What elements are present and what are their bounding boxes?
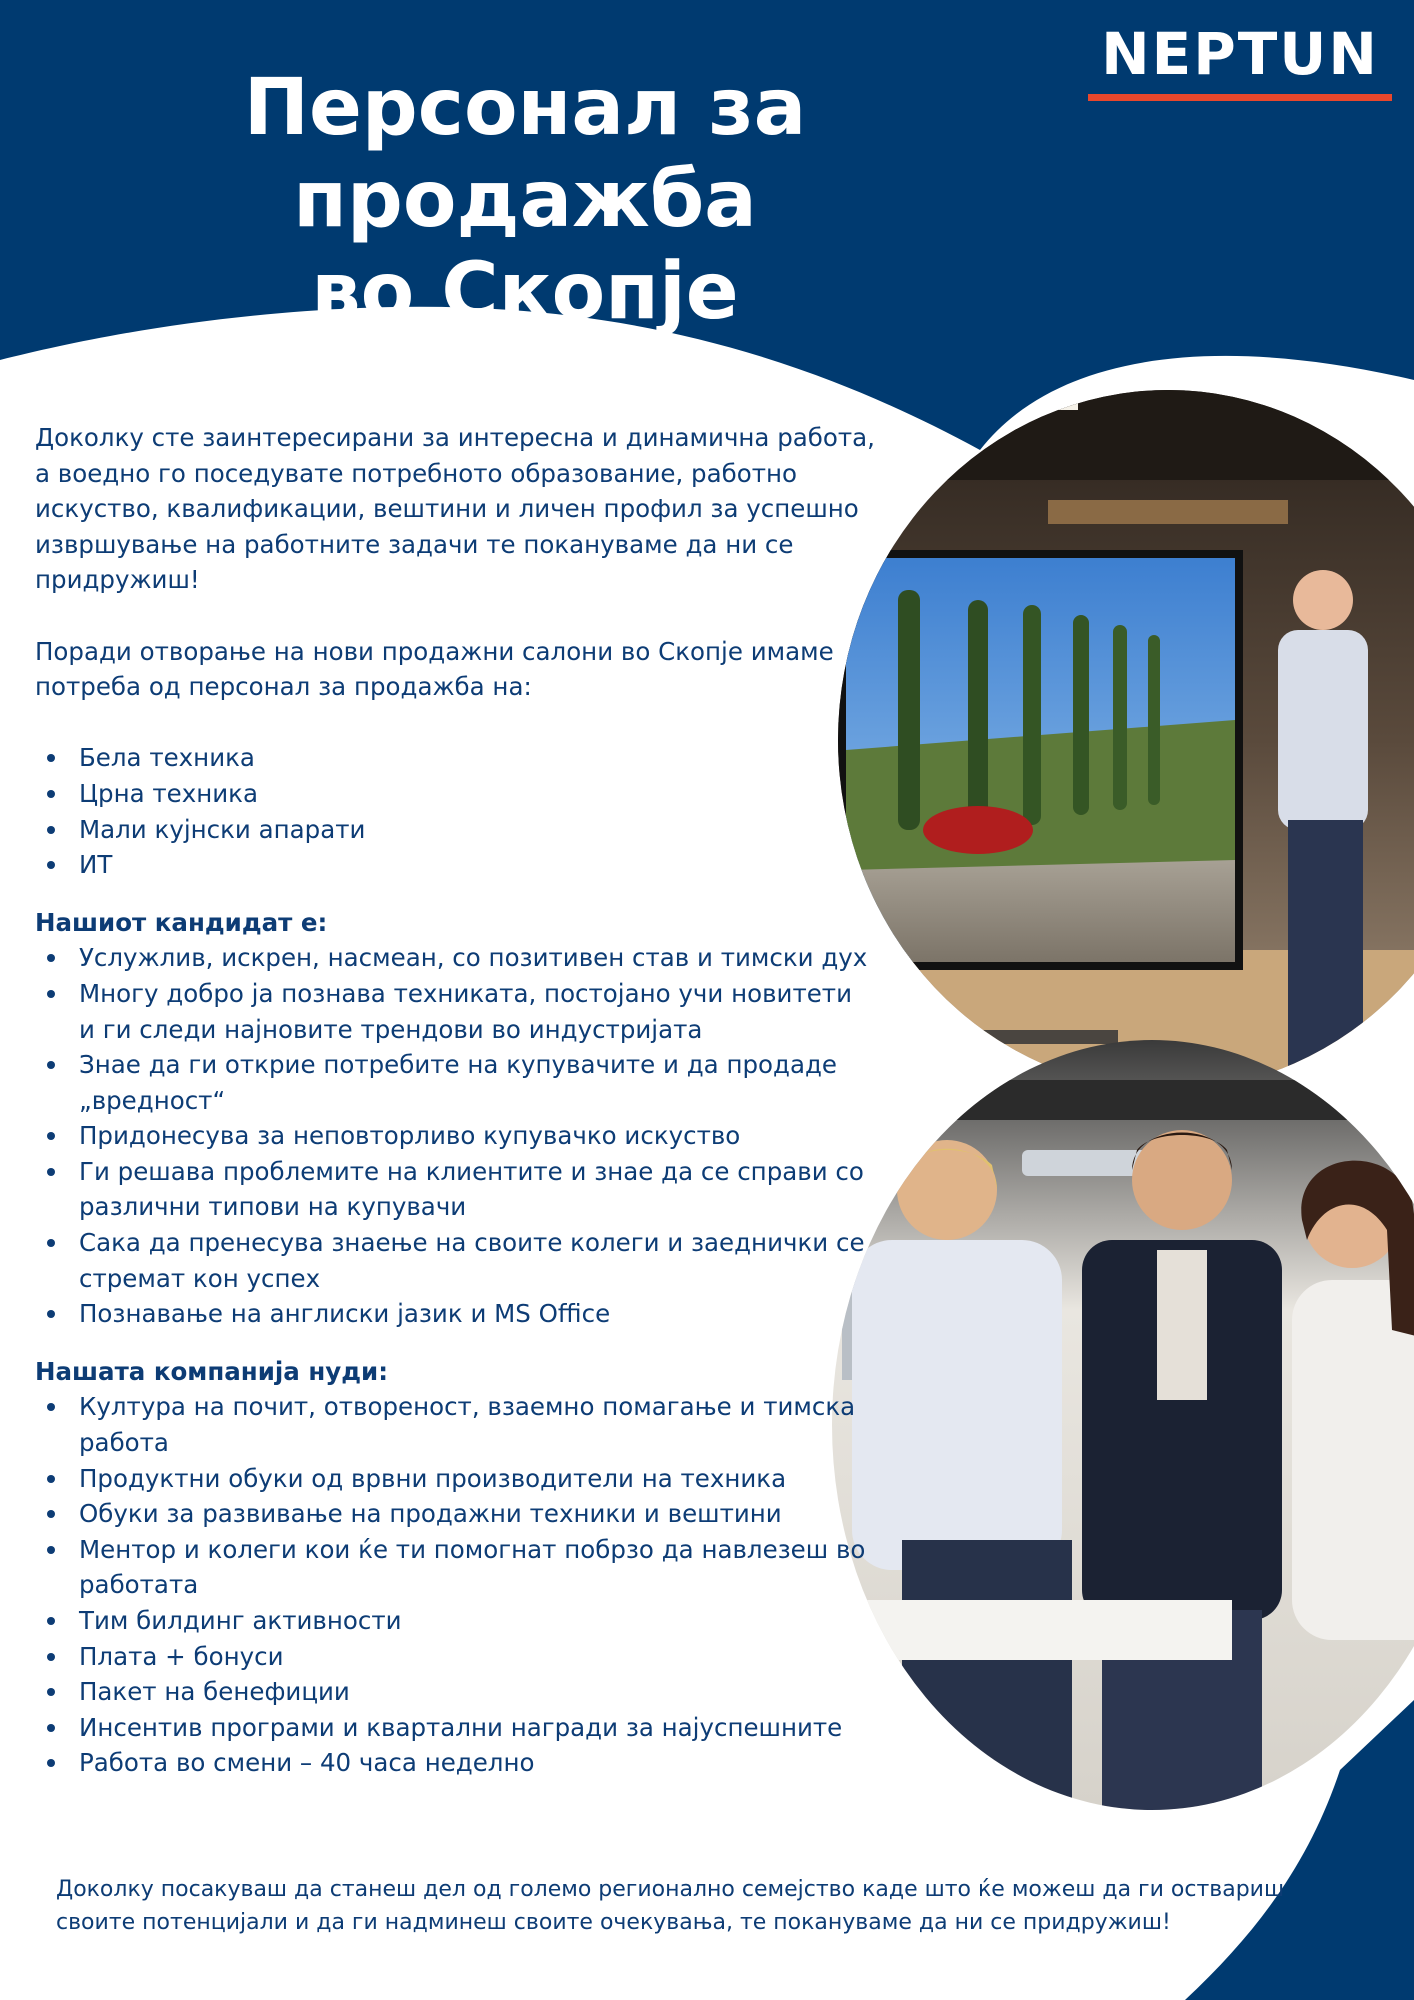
list-item: Тим билдинг активности <box>35 1603 875 1639</box>
intro-paragraph: Доколку сте заинтересирани за интересна и динамична работа, а воедно го поседувате потребното образование, работно искуство, квалификации, вештини и личен профил за успешно извршување на работните задачи те покануваме да ни се придружиш! <box>35 423 875 595</box>
list-item: Многу добро ја познава техниката, постојано учи новитети и ги следи најновите трендови во индустријата <box>35 976 875 1047</box>
list-item: Бела техника <box>35 740 875 776</box>
company-heading: Нашата компанија нуди: <box>35 1356 389 1386</box>
list-item: Ментор и колеги кои ќе ти помогнат побрзо да навлезеш во работата <box>35 1532 875 1603</box>
list-item: Продуктни обуки од врвни производители на техника <box>35 1461 875 1497</box>
job-description <box>35 420 875 1781</box>
list-item: Култура на почит, отвореност, взаемно помагање и тимска работа <box>35 1389 875 1460</box>
need-paragraph: Поради отворање на нови продажни салони во Скопје имаме потреба од персонал за продажба на: <box>35 636 834 702</box>
list-item: Работа во смени – 40 часа неделно <box>35 1745 875 1781</box>
list-item: Познавање на англиски јазик и MS Office <box>35 1296 875 1332</box>
list-item: Придонесува за неповторливо купувачко искуство <box>35 1118 875 1154</box>
list-item: Знае да ги открие потребите на купувачите и да продаде „вредност“ <box>35 1047 875 1118</box>
closing-paragraph: Доколку посакуваш да станеш дел од големо регионално семејство каде што ќе можеш да ги оствариш своите потенцијали и да ги надминеш своите очекувања, те покануваме да ни се придружиш! <box>56 1877 1285 1935</box>
logo-underline <box>1088 94 1392 101</box>
list-item: Мали кујнски апарати <box>35 812 875 848</box>
list-item: Пакет на бенефиции <box>35 1674 875 1710</box>
page-title <box>30 62 1020 338</box>
title-line-2: во Скопје <box>311 247 739 337</box>
list-item: Услужлив, искрен, насмеан, со позитивен став и тимски дух <box>35 940 875 976</box>
list-item: Сака да пренесува знаење на своите колеги и заеднички се стремат кон успех <box>35 1225 875 1296</box>
departments-list <box>35 740 875 882</box>
candidate-list <box>35 940 875 1332</box>
title-line-1: Персонал за продажба <box>243 63 807 245</box>
list-item: Ги решава проблемите на клиентите и знае да се справи со различни типови на купувачи <box>35 1154 875 1225</box>
candidate-heading: Нашиот кандидат е: <box>35 907 328 937</box>
logo-text: NEPTUN <box>1101 20 1379 88</box>
company-offer-list <box>35 1389 875 1781</box>
list-item: Црна техника <box>35 776 875 812</box>
list-item: Обуки за развивање на продажни техники и вештини <box>35 1496 875 1532</box>
list-item: Плата + бонуси <box>35 1639 875 1675</box>
list-item: ИТ <box>35 847 875 883</box>
neptun-logo <box>1088 22 1392 101</box>
list-item: Инсентив програми и квартални награди за најуспешните <box>35 1710 875 1746</box>
